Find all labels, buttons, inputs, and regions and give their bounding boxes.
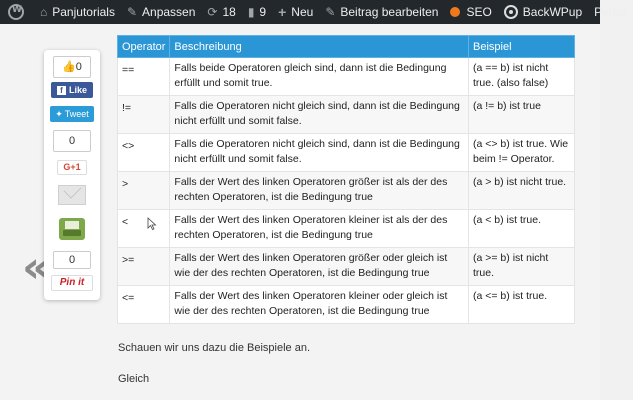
description-cell: Falls die Operatoren nicht gleich sind, dann ist die Bedingung nicht erfüllt und somit false. <box>170 96 469 134</box>
previous-post-arrow-icon[interactable]: « <box>22 242 37 293</box>
example-cell: (a <= b) ist true. <box>469 286 575 324</box>
operator-cell: <= <box>118 286 170 324</box>
backwpup-label: BackWPup <box>522 5 583 19</box>
customize-menu[interactable] <box>121 0 201 24</box>
site-name-label: Panjutorials <box>52 5 115 19</box>
customize-label: Anpassen <box>142 5 196 19</box>
backwpup-menu[interactable] <box>498 0 588 24</box>
tweet-count-box <box>53 130 91 152</box>
facebook-icon: f <box>57 86 66 95</box>
operator-cell: > <box>118 172 170 210</box>
twitter-bird-icon: ✦ <box>55 108 63 119</box>
intro-paragraph: Schauen wir uns dazu die Beispiele an. <box>118 342 311 354</box>
new-label: Neu <box>291 5 314 19</box>
paintbrush-icon: ✎ <box>126 5 138 19</box>
seo-status-icon <box>450 7 460 17</box>
edit-post-menu[interactable] <box>319 0 444 24</box>
example-cell: (a < b) ist true. <box>469 210 575 248</box>
seo-label: SEO <box>466 5 492 19</box>
operator-cell: >= <box>118 248 170 286</box>
table-row <box>118 172 575 210</box>
updates-count: 18 <box>222 5 236 19</box>
print-icon[interactable] <box>59 218 85 240</box>
example-cell: (a != b) ist true <box>469 96 575 134</box>
content-area <box>0 24 600 400</box>
header-example: Beispiel <box>469 36 575 58</box>
plus-icon: + <box>278 4 287 20</box>
site-name-menu[interactable] <box>34 0 121 24</box>
wordpress-logo-menu[interactable] <box>0 0 34 24</box>
table-row <box>118 248 575 286</box>
description-cell: Falls der Wert des linken Operatoren größer oder gleich ist wie der des rechten Operatoren, ist die Bedingung true <box>170 248 469 286</box>
description-cell: Falls der Wert des linken Operatoren kleiner oder gleich ist wie der des rechten Operatoren, ist die Bedingung true <box>170 286 469 324</box>
comment-icon: ▮ <box>247 5 255 19</box>
operator-cell: != <box>118 96 170 134</box>
example-cell: (a >= b) ist nicht true. <box>469 248 575 286</box>
description-cell: Falls der Wert des linken Operatoren kleiner ist als der des rechten Operatoren, ist die Bedingung true <box>170 210 469 248</box>
home-icon: ⌂ <box>40 5 48 19</box>
pencil-icon: ✎ <box>325 5 336 19</box>
pin-count: 0 <box>68 254 76 266</box>
header-operator: Operator <box>118 36 170 58</box>
description-cell: Falls beide Operatoren gleich sind, dann ist die Bedingung erfüllt und somit true. <box>170 58 469 96</box>
admin-bar <box>0 0 627 24</box>
edit-post-label: Beitrag bearbeiten <box>340 5 439 19</box>
tweet-count: 0 <box>68 135 76 147</box>
operator-cell: <> <box>118 134 170 172</box>
tweet-button[interactable] <box>50 106 94 122</box>
description-cell: Falls der Wert des linken Operatoren größer ist als der des rechten Operatoren, ist die Bedingung true <box>170 172 469 210</box>
performance-label: Perfor <box>594 5 627 19</box>
updates-icon: ⟳ <box>207 5 218 19</box>
seo-menu[interactable] <box>444 0 497 24</box>
table-header-row <box>118 36 575 58</box>
tweet-label: Tweet <box>64 109 89 119</box>
comments-menu[interactable] <box>242 0 272 24</box>
pin-count-box <box>53 251 91 269</box>
email-share-icon[interactable] <box>58 185 86 205</box>
operator-cell: == <box>118 58 170 96</box>
mouse-cursor-icon <box>147 217 157 231</box>
table-row <box>118 286 575 324</box>
table-row <box>118 134 575 172</box>
updates-menu[interactable] <box>201 0 241 24</box>
facebook-like-label: Like <box>68 85 87 95</box>
table-row <box>118 96 575 134</box>
performance-menu[interactable] <box>588 0 633 24</box>
share-sidebar <box>44 50 100 300</box>
operator-cell: < <box>118 210 170 248</box>
like-count: 0 <box>75 61 82 73</box>
facebook-like-button[interactable] <box>51 82 93 98</box>
example-cell: (a <> b) ist true. Wie beim != Operator. <box>469 134 575 172</box>
operators-table <box>117 35 575 324</box>
wordpress-icon <box>8 4 24 20</box>
google-plus-button[interactable]: G+1 <box>57 160 87 175</box>
table-row <box>118 58 575 96</box>
like-count-box <box>53 56 91 78</box>
section-heading: Gleich <box>118 373 150 385</box>
backwpup-icon <box>504 5 518 19</box>
comments-count: 9 <box>259 5 267 19</box>
header-description: Beschreibung <box>170 36 469 58</box>
example-cell: (a > b) ist nicht true. <box>469 172 575 210</box>
table-row <box>118 210 575 248</box>
pinterest-button[interactable]: Pin it <box>51 275 93 291</box>
description-cell: Falls die Operatoren nicht gleich sind, dann ist die Bedingung nicht erfüllt und somit false. <box>170 134 469 172</box>
new-content-menu[interactable] <box>272 0 319 24</box>
example-cell: (a == b) ist nicht true. (also false) <box>469 58 575 96</box>
thumbs-up-icon: 👍 <box>62 61 76 73</box>
